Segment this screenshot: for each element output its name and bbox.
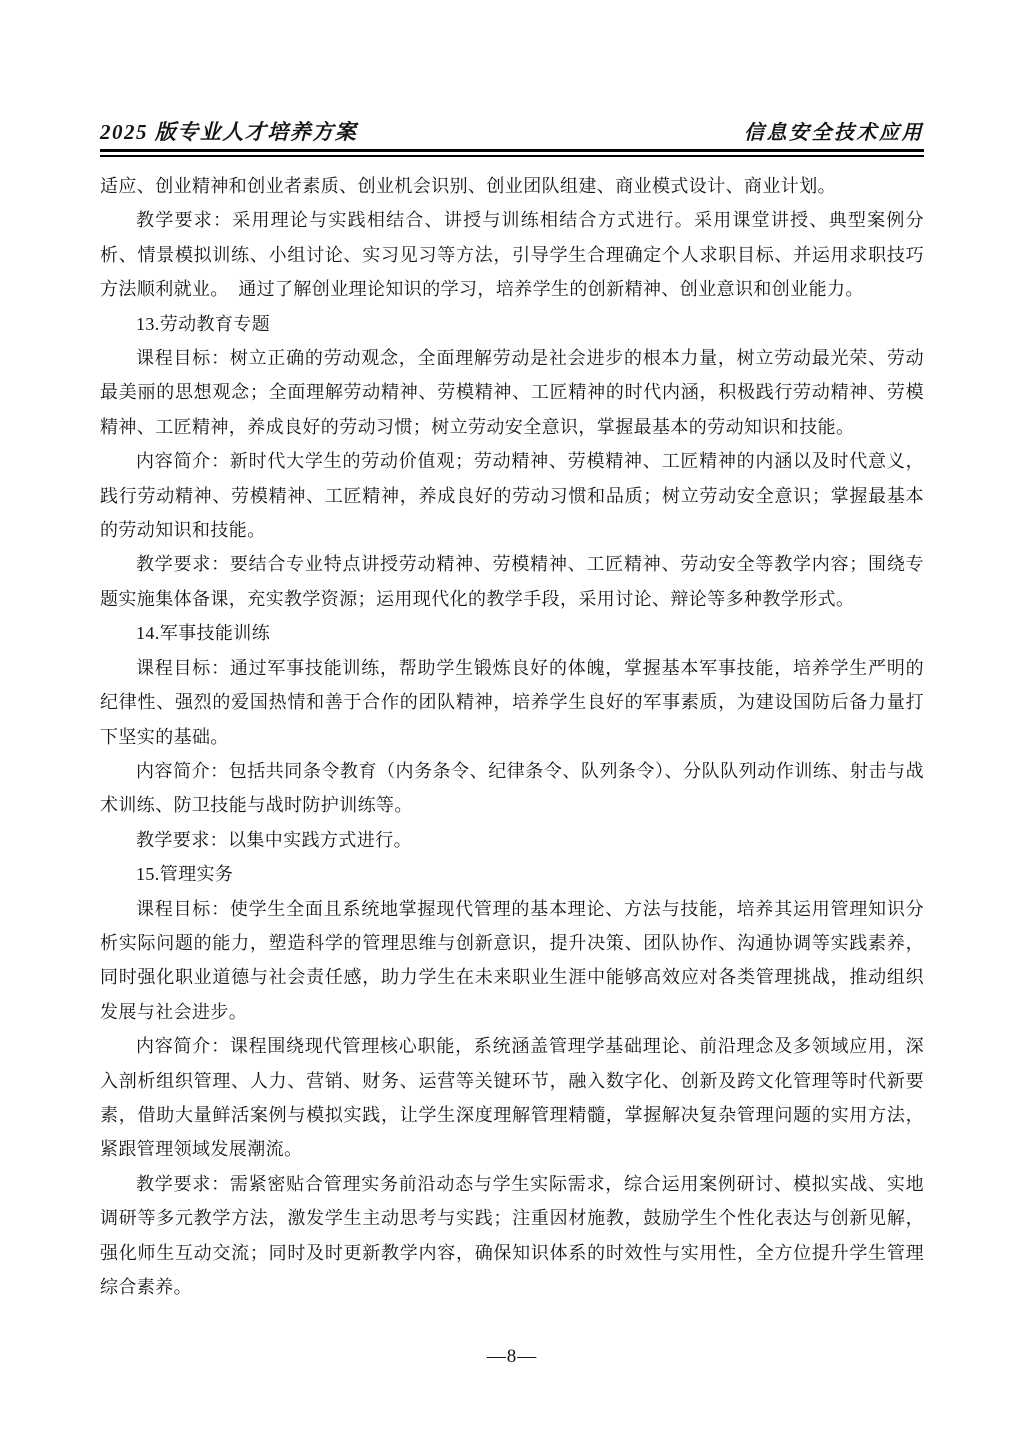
document-body — [100, 169, 924, 1304]
paragraph: 14.军事技能训练 — [136, 623, 271, 644]
header-divider-thick-line — [100, 149, 924, 152]
paragraph: 内容简介：新时代大学生的劳动价值观；劳动精神、劳模精神、工匠精神的内涵以及时代意义，践行劳动精神、劳模精神、工匠精神，养成良好的劳动习惯和品质；树立劳动安全意识；掌握最基本的劳动知识和技能。 — [100, 451, 924, 541]
paragraph: 适应、创业精神和创业者素质、创业机会识别、创业团队组建、商业模式设计、商业计划。 — [100, 176, 836, 196]
header-left-title: 2025 版专业人才培养方案 — [100, 120, 358, 144]
paragraph: 课程目标：通过军事技能训练，帮助学生锻炼良好的体魄，掌握基本军事技能，培养学生严明的纪律性、强烈的爱国热情和善于合作的团队精神，培养学生良好的军事素质，为建设国防后备力量打下坚实的基础。 — [100, 657, 924, 747]
paragraph: 内容简介：包括共同条令教育（内务条令、纪律条令、队列条令）、分队队列动作训练、射击与战术训练、防卫技能与战时防护训练等。 — [100, 760, 924, 816]
header-divider — [100, 149, 924, 157]
paragraph: 教学要求：采用理论与实践相结合、讲授与训练相结合方式进行。采用课堂讲授、典型案例分析、情景模拟训练、小组讨论、实习见习等方法，引导学生合理确定个人求职目标、并运用求职技巧方法顺利就业。 通过了解创业理论知识的学习，培养学生的创新精神、创业意识和创业能力。 — [100, 210, 924, 300]
page-number: —8— — [486, 1346, 538, 1367]
header-divider-thin-line — [100, 155, 924, 157]
page-footer — [0, 1346, 1024, 1368]
paragraph: 课程目标：使学生全面且系统地掌握现代管理的基本理论、方法与技能，培养其运用管理知识分析实际问题的能力，塑造科学的管理思维与创新意识，提升决策、团队协作、沟通协调等实践素养，同时强化职业道德与社会责任感，助力学生在未来职业生涯中能够高效应对各类管理挑战，推动组织发展与社会进步。 — [100, 898, 924, 1022]
paragraph: 教学要求：要结合专业特点讲授劳动精神、劳模精神、工匠精神、劳动安全等教学内容；围绕专题实施集体备课，充实教学资源；运用现代化的教学手段，采用讨论、辩论等多种教学形式。 — [100, 554, 924, 609]
paragraph: 课程目标：树立正确的劳动观念，全面理解劳动是社会进步的根本力量，树立劳动最光荣、劳动最美丽的思想观念；全面理解劳动精神、劳模精神、工匠精神的时代内涵，积极践行劳动精神、劳模精神、工匠精神，养成良好的劳动习惯；树立劳动安全意识，掌握最基本的劳动知识和技能。 — [100, 348, 924, 437]
header-right-title: 信息安全技术应用 — [744, 122, 924, 144]
paragraph: 13.劳动教育专题 — [136, 313, 271, 334]
paragraph: 教学要求：以集中实践方式进行。 — [136, 829, 412, 850]
paragraph: 教学要求：需紧密贴合管理实务前沿动态与学生实际需求，综合运用案例研讨、模拟实战、实地调研等多元教学方法，激发学生主动思考与实践；注重因材施教，鼓励学生个性化表达与创新见解，强化师生互动交流；同时及时更新教学内容，确保知识体系的时效性与实用性，全方位提升学生管理综合素养。 — [100, 1173, 924, 1297]
paragraph: 内容简介：课程围绕现代管理核心职能，系统涵盖管理学基础理论、前沿理念及多领域应用，深入剖析组织管理、人力、营销、财务、运营等关键环节，融入数字化、创新及跨文化管理等时代新要素，借助大量鲜活案例与模拟实践，让学生深度理解管理精髓，掌握解决复杂管理问题的实用方法，紧跟管理领域发展潮流。 — [100, 1036, 924, 1160]
paragraph: 15.管理实务 — [136, 864, 234, 885]
page-header — [100, 116, 924, 146]
